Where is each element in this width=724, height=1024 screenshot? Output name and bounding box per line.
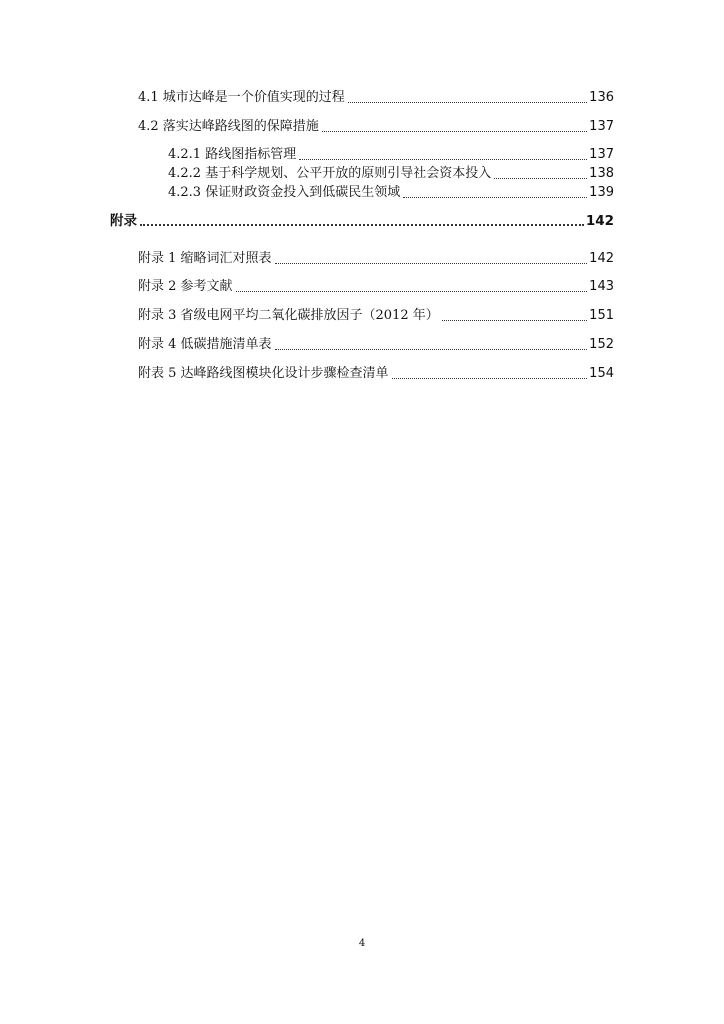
toc-page-number: 137 [589,147,614,162]
toc-entry-label: 4.2.3 保证财政资金投入到低碳民生领域 [168,185,401,200]
page-footer-number: 4 [358,938,366,949]
toc-page-number: 142 [585,213,614,229]
toc-entry-label: 附录 1 缩略词汇对照表 [138,251,272,266]
toc-page-number: 143 [589,279,614,294]
dot-leader [140,224,584,226]
toc-entry-4-2-1[interactable] [168,145,614,165]
toc-entry-label: 4.2.1 路线图指标管理 [168,147,297,162]
dot-leader [236,291,588,292]
toc-entry-appendix-4[interactable] [138,335,614,355]
toc-entry-4-2[interactable] [138,117,614,137]
toc-entry-label: 附表 5 达峰路线图模块化设计步骤检查清单 [138,366,389,381]
dot-leader [322,131,587,132]
toc-entry-label: 附录 [110,213,137,229]
dot-leader [275,263,588,264]
toc-page-number: 142 [589,251,614,266]
toc-page-number: 154 [589,366,614,381]
dot-leader [442,320,587,321]
toc-entry-label: 附录 2 参考文献 [138,279,233,294]
dot-leader [299,159,587,160]
toc-entry-appendix[interactable] [110,211,614,231]
toc-entry-label: 4.1 城市达峰是一个价值实现的过程 [138,90,345,105]
toc-page-number: 136 [589,90,614,105]
toc-entry-appendix-5[interactable] [138,364,614,384]
toc-entry-appendix-3[interactable] [138,306,614,326]
dot-leader [494,178,587,179]
toc-page-number: 137 [589,119,614,134]
toc-entry-4-2-2[interactable] [168,164,614,184]
toc-entry-appendix-1[interactable] [138,249,614,269]
toc-entry-4-2-3[interactable] [168,183,614,203]
dot-leader [348,102,587,103]
toc-page-number: 151 [589,308,614,323]
dot-leader [275,349,588,350]
dot-leader [392,378,588,379]
toc-entry-label: 附录 4 低碳措施清单表 [138,337,272,352]
dot-leader [403,197,587,198]
toc-entry-appendix-2[interactable] [138,277,614,297]
toc-page-number: 152 [589,337,614,352]
toc-entry-label: 4.2 落实达峰路线图的保障措施 [138,119,319,134]
toc-page-number: 138 [589,166,614,181]
toc-page-number: 139 [589,185,614,200]
toc-entry-label: 4.2.2 基于科学规划、公平开放的原则引导社会资本投入 [168,166,492,181]
toc-entry-4-1[interactable] [138,88,614,108]
toc-entry-label: 附录 3 省级电网平均二氧化碳排放因子（2012 年） [138,308,439,323]
